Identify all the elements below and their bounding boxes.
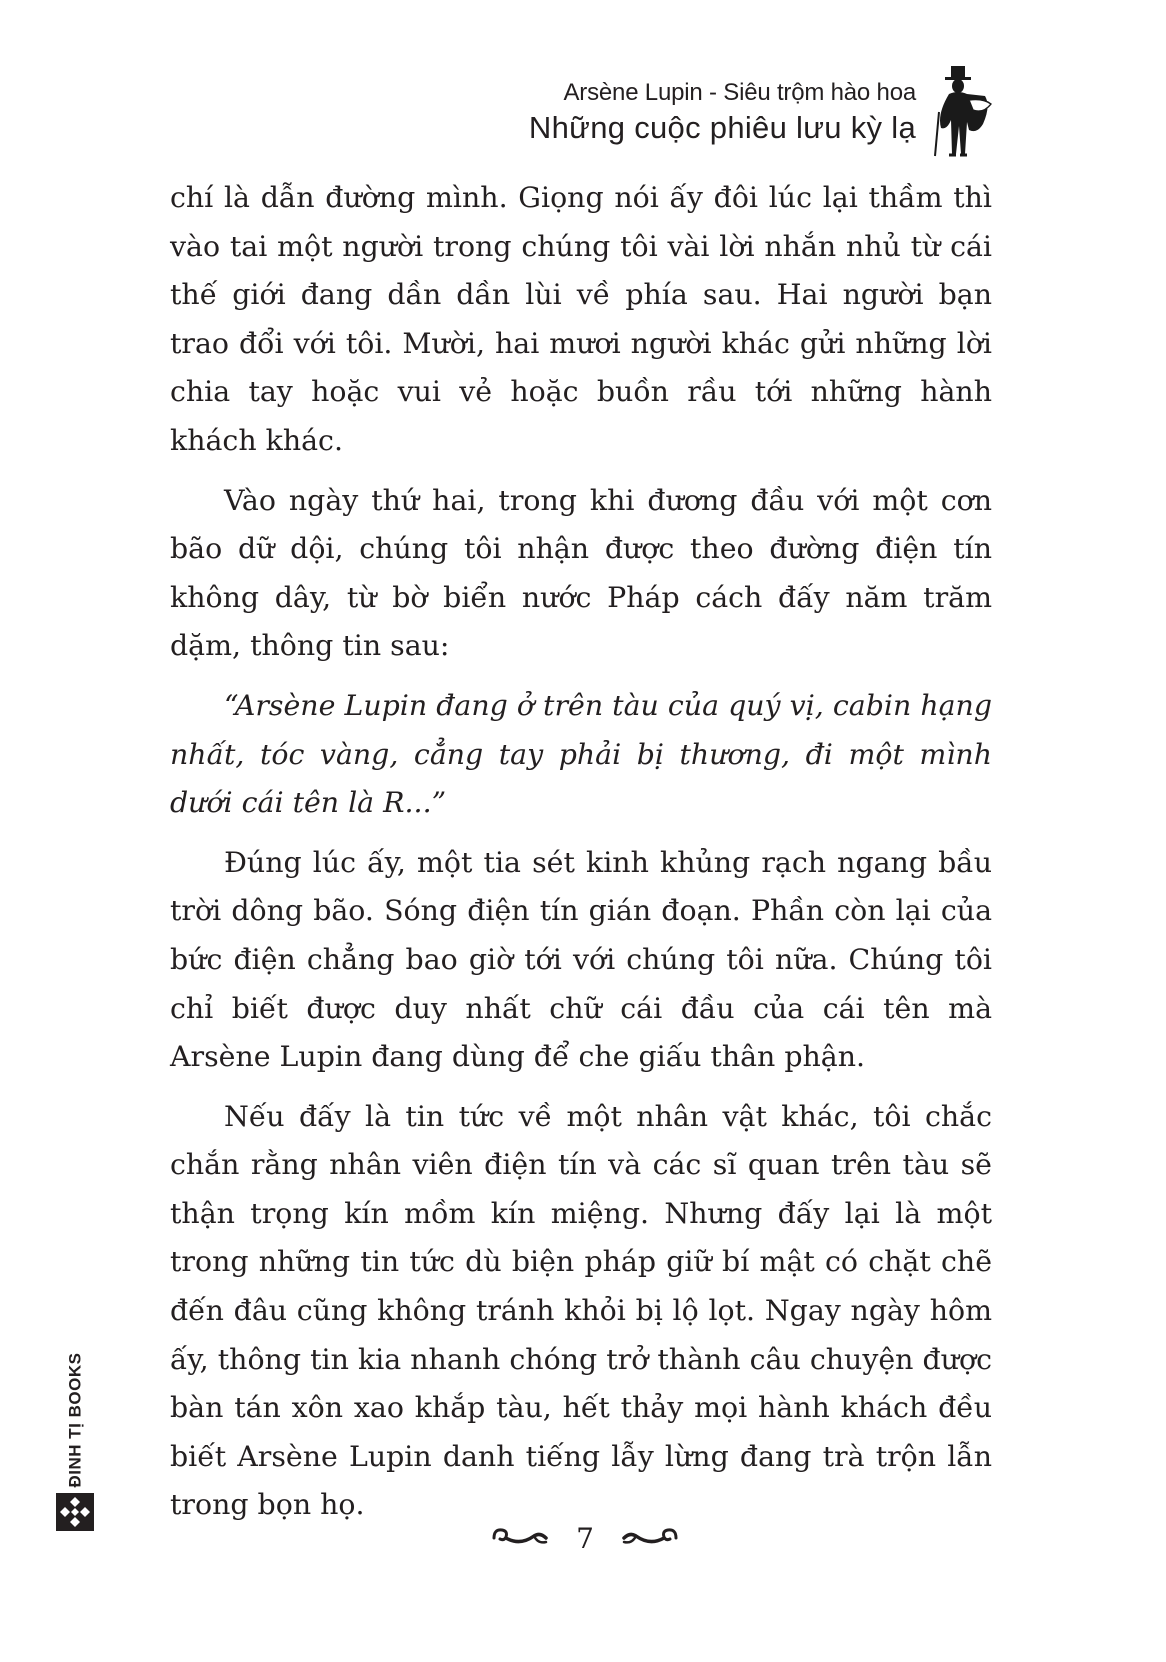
paragraph-1: chí là dẫn đường mình. Giọng nói ấy đôi lúc lại thầm thì vào tai một người trong chúng tôi vài lời nhắn nhủ từ cái thế giới đang dần dần lùi về phía sau. Hai người bạn trao đổi với tôi. Mười, hai mươi người khác gửi những lời chia tay hoặc vui vẻ hoặc buồn rầu tới những hành khách khác.	[170, 181, 992, 457]
publisher-name	[55, 1352, 95, 1488]
paragraph-3: Đúng lúc ấy, một tia sét kinh khủng rạch ngang bầu trời dông bão. Sóng điện tín gián đoạn. Phần còn lại của bức điện chẳng bao giờ tới với chúng tôi nữa. Chúng tôi chỉ biết được duy nhất chữ cái đầu của cái tên mà Arsène Lupin đang dùng để che giấu thân phận.	[170, 845, 992, 1074]
diamond-grid-logo-icon	[55, 1492, 95, 1532]
publisher-mark	[55, 1352, 95, 1550]
gentleman-thief-silhouette-icon	[925, 64, 995, 164]
paragraph-2: Vào ngày thứ hai, trong khi đương đầu với một cơn bão dữ dội, chúng tôi nhận được theo đường điện tín không dây, từ bờ biển nước Pháp cách đấy năm trăm dặm, thông tin sau:	[170, 483, 992, 663]
running-header	[529, 78, 916, 148]
page-footer	[480, 1513, 690, 1563]
book-title: Những cuộc phiêu lưu kỳ lạ	[528, 110, 916, 145]
page-number: 7	[576, 1521, 594, 1555]
scroll-ornament-right-icon	[620, 1524, 680, 1552]
series-title: Arsène Lupin - Siêu trộm hào hoa	[563, 79, 916, 106]
publisher-name-text: ĐINH TỊ BOOKS	[65, 1352, 85, 1488]
telegram-quote: “Arsène Lupin đang ở trên tàu của quý vị, cabin hạng nhất, tóc vàng, cẳng tay phải bị thương, đi một mình dưới cái tên là R...”	[170, 688, 992, 820]
paragraph-4: Nếu đấy là tin tức về một nhân vật khác, tôi chắc chắn rằng nhân viên điện tín và các sĩ quan trên tàu sẽ thận trọng kín mồm kín miệng. Nhưng đấy lại là một trong những tin tức dù biện pháp giữ bí mật có chặt chẽ đến đâu cũng không tránh khỏi bị lộ lọt. Ngay ngày hôm ấy, thông tin kia nhanh chóng trở thành câu chuyện được bàn tán xôn xao khắp tàu, hết thảy mọi hành khách đều biết Arsène Lupin danh tiếng lẫy lừng đang trà trộn lẫn trong bọn họ.	[170, 1099, 992, 1522]
scroll-ornament-left-icon	[490, 1524, 550, 1552]
body-text	[170, 174, 992, 1541]
